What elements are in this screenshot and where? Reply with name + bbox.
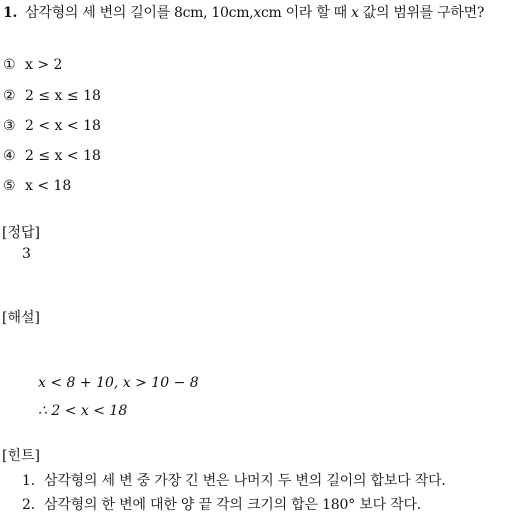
option-5-text: x < 18 <box>25 178 72 194</box>
answer-label: [정답] <box>2 225 40 241</box>
hint-item-2-text: 삼각형의 한 변에 대한 양 끝 각의 크기의 합은 180° 보다 작다. <box>44 497 422 513</box>
explanation-label: [해설] <box>2 310 40 326</box>
option-2-mark: ② <box>3 88 16 104</box>
explanation-line-1: x < 8 + 10, x > 10 − 8 <box>38 375 199 391</box>
hint-item-2 <box>22 494 421 514</box>
hint-item-1-text: 삼각형의 세 변 중 가장 긴 변은 나머지 두 변의 길이의 합보다 작다. <box>44 473 446 489</box>
question-var-x-2: x <box>350 5 359 21</box>
hint-item-2-number: 2. <box>22 497 35 513</box>
option-4-text: 2 ≤ x < 18 <box>25 148 101 164</box>
option-4 <box>3 148 101 164</box>
option-1-text: x > 2 <box>25 57 63 73</box>
question-suffix: 값의 범위를 구하면? <box>362 5 485 21</box>
option-3 <box>3 118 101 134</box>
hint-item-1-number: 1. <box>22 473 35 489</box>
option-2-text: 2 ≤ x ≤ 18 <box>25 88 101 104</box>
question-prefix: 삼각형의 세 변의 길이를 8cm, 10cm, <box>25 5 254 21</box>
option-5 <box>3 178 71 194</box>
question-text <box>3 2 484 22</box>
question-var-x: x <box>253 5 261 21</box>
explanation-line-2: ∴ 2 < x < 18 <box>38 403 128 419</box>
question-mid: cm 이라 할 때 <box>260 5 347 21</box>
hint-item-1 <box>22 470 446 490</box>
option-1 <box>3 57 62 73</box>
option-3-mark: ③ <box>3 118 16 134</box>
question-number: 1. <box>3 5 18 21</box>
option-5-mark: ⑤ <box>3 178 16 194</box>
option-2 <box>3 88 101 104</box>
answer-value: 3 <box>22 246 31 262</box>
hint-label: [힌트] <box>2 448 40 464</box>
option-1-mark: ① <box>3 57 16 73</box>
option-4-mark: ④ <box>3 148 16 164</box>
option-3-text: 2 < x < 18 <box>25 118 101 134</box>
